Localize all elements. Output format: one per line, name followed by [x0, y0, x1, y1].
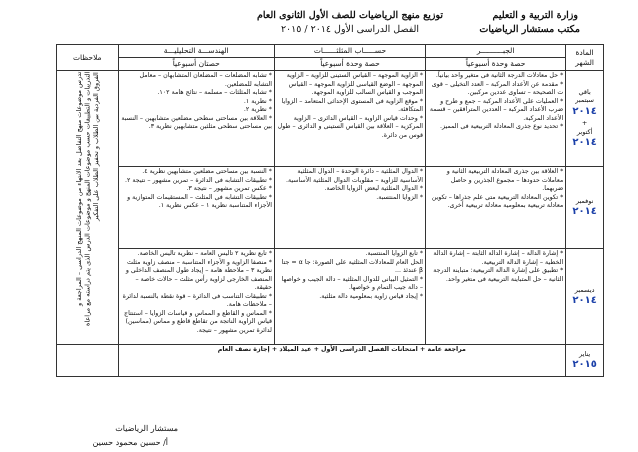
year-label: ٢٠١٤ — [572, 206, 597, 218]
month-cell — [566, 167, 604, 249]
final-row-text: مراجعة عامة + امتحانات الفصل الدراسى الأول + عيد الميلاد + إجازة نصف العام — [118, 345, 566, 377]
footer-signature: أ/ حسين محمود حسين — [92, 438, 168, 447]
month-label: يناير — [579, 349, 591, 358]
algebra-periods: حصة وحدة أسبوعياً — [426, 58, 566, 71]
notes-header: ملاحظات — [57, 45, 119, 71]
algebra-cell: * العلاقة بين جذرى المعادلة التربيعية الثانية و معاملات حدودها – مجموع الجذرين و حاصل ضربهما. * تكوين المعادلة التربيعية متى علم جذراها – تكوين معادلة تربيعية بمعلومية معادلة تربيعية أخرى. — [426, 167, 566, 249]
month-label: باقي سبتمبر — [575, 87, 594, 105]
table-row — [57, 249, 604, 345]
curriculum-table — [56, 44, 604, 377]
document-title: توزيع منهج الرياضيات للصف الأول الثانوى العام — [256, 10, 444, 21]
month-label: ديسمبر — [574, 285, 595, 294]
month2-label: أكتوبر — [576, 127, 593, 136]
geometry-header: الهندســـة التحليليـــة — [118, 45, 274, 58]
algebra-header: الجبــــــــــر — [426, 45, 566, 58]
table-row — [57, 167, 604, 249]
month-cell — [566, 71, 604, 167]
geometry-cell: * النسبة بين مساحتى مضلعين متشابهين نظرية ٤. * تطبيقات التشابه فى الدائرة – تمرين مشهور – نتيجة ٢. * عكس تمرين مشهور – نتيجة ٣. * تطبيقات التشابه فى المثلث – المستقيمات المتوازية و الأجزاء المتناسبة نظرية ١ – عكس نظرية ١. — [118, 167, 274, 249]
algebra-cell: * حل معادلات الدرجة الثانية فى متغير واحد بيانياً. * مقدمة عن الأعداد المركبة – العدد التخيلى – قوى ت الصحيحة – تساوى عددين مركبين. * العمليات على الأعداد المركبة – جمع و طرح و ضرب الأعداد المركبة – العددين المترافقين – قسمة الأعداد المركبة. * تحديد نوع جذرى المعادلة التربيعية فى المميز. — [426, 71, 566, 167]
month-label: نوفمبر — [575, 196, 594, 205]
notes-cell — [57, 71, 119, 345]
year-label: ٢٠١٤ — [572, 295, 597, 307]
trig-header: حســـــاب المثلثــــــات — [274, 45, 425, 58]
table-subheader-row — [57, 58, 604, 71]
geometry-periods: حصتان أسبوعياً — [118, 58, 274, 71]
table-header-row — [57, 45, 604, 58]
trig-cell: * الدوال المثلثية – دائرة الوحدة – الدوال المثلثية الأساسية للزاوية – مقلوبات الدوال المثلثية الأساسية. * الدوال المثلثية لبعض الزوايا الخاصة. * الزوايا المنتسبة. — [274, 167, 425, 249]
trig-cell: * الزاوية الموجهة – القياس الستينى للزاوية – الزاوية الموجهة – الوضع القياسى للزاوية الموجهة – القياس الموجب و القياس السالب للزاوية الموجهة. * موقع الزاوية فى المستوى الإحداثى المتعامد – الزوايا المتكافئة. * وحدات قياس الزاوية – القياس الدائرى – الزاوية المركزية – العلاقة بين القياس الستينى و الدائرى – طول قوس من دائرة. — [274, 71, 425, 167]
table-row-final — [57, 345, 604, 377]
term-label: الفصل الدراسى الأول ٢٠١٤ / ٢٠١٥ — [280, 24, 420, 35]
month-cell — [566, 345, 604, 377]
year2-label: ٢٠١٤ — [572, 137, 597, 149]
subject-month-header — [566, 45, 604, 71]
table-row — [57, 71, 604, 167]
year-label: ٢٠١٥ — [572, 359, 597, 371]
geometry-cell: * تشابه المضلعات – المضلعان المتشابهان – معامل التشابه للمضلعين. * تشابه المثلثات – مسلمة – نتائج هامة ١٠٢. * نظرية ١. * نظرية ٢. * العلاقة بين مساحتى سطحى مضلعين متشابهين – النسبة بين مساحتى سطحى مثلثين متشابهين نظرية ٣. — [118, 71, 274, 167]
geometry-cell: * تابع نظرية ٢ تاليس العامة – نظرية تاليس الخاصة. * منصفا الزاوية و الأجزاء المتناسبة – منصف زاوية مثلث نظرية ٣ – ملاحظة هامة – إيجاد طول المنصف الداخلى و المنصف الخارجى لزاوية رأس مثلث – حالات خاصة – حقيقة. * تطبيقات التناسب فى الدائرة – قوة نقطة بالنسبة لدائرة – ملاحظات هامة. * المماس و القاطع و المماس و قياسات الزوايا – استنتاج قياس الزاوية الناتجة من تقاطع قاطع و مماس (مماسين) لدائرة تمرين مشهور – نتيجة. — [118, 249, 274, 345]
year-label: ٢٠١٤ — [572, 106, 597, 118]
ministry-label: وزارة التربية و التعليم — [492, 10, 578, 21]
trig-cell: * تابع الزوايا المنتسبة. الحل العام للمعادلات المثلثية على الصورة: جا α = جتا β عندئذ ... * التمثيل البيانى للدوال المثلثية – دالة الجيب و خواصها – دالة جيب التمام و خواصها. * إيجاد قياس زاوية بمعلومية دالة مثلثية. — [274, 249, 425, 345]
notes-text: تدرس موضوعات منهج التفاضل بعد الانتهاء من موضوعات المنهج الدراسى – المراجعة و التدريبات و التطبيقات حسب موضوعات المنهج و موضوعات الدرس الذى يتم دراسته مع مراعاة الفروق الفردية بين الطلاب و تحفيز الطلاب على التفكير — [74, 72, 100, 327]
office-label: مكتب مستشار الرياضيات — [479, 24, 580, 35]
page-header — [0, 10, 638, 44]
trig-periods: حصة وحدة أسبوعياً — [274, 58, 425, 71]
month-cell — [566, 249, 604, 345]
algebra-cell: * إشارة الدالة – إشارة الدالة الثابتة – إشارة الدالة الخطية – إشارة الدالة التربيعية. * تطبيق على إشارة الدالة التربيعية: متباينة الدرجة الثانية – حل المتباينة التربيعية فى متغير واحد. — [426, 249, 566, 345]
footer-role: مستشار الرياضيات — [115, 424, 178, 433]
month-header: الشهر — [575, 57, 594, 67]
plus-label: + — [581, 118, 588, 127]
subject-header: المادة — [575, 47, 594, 57]
final-row-notes-cell — [57, 345, 119, 377]
